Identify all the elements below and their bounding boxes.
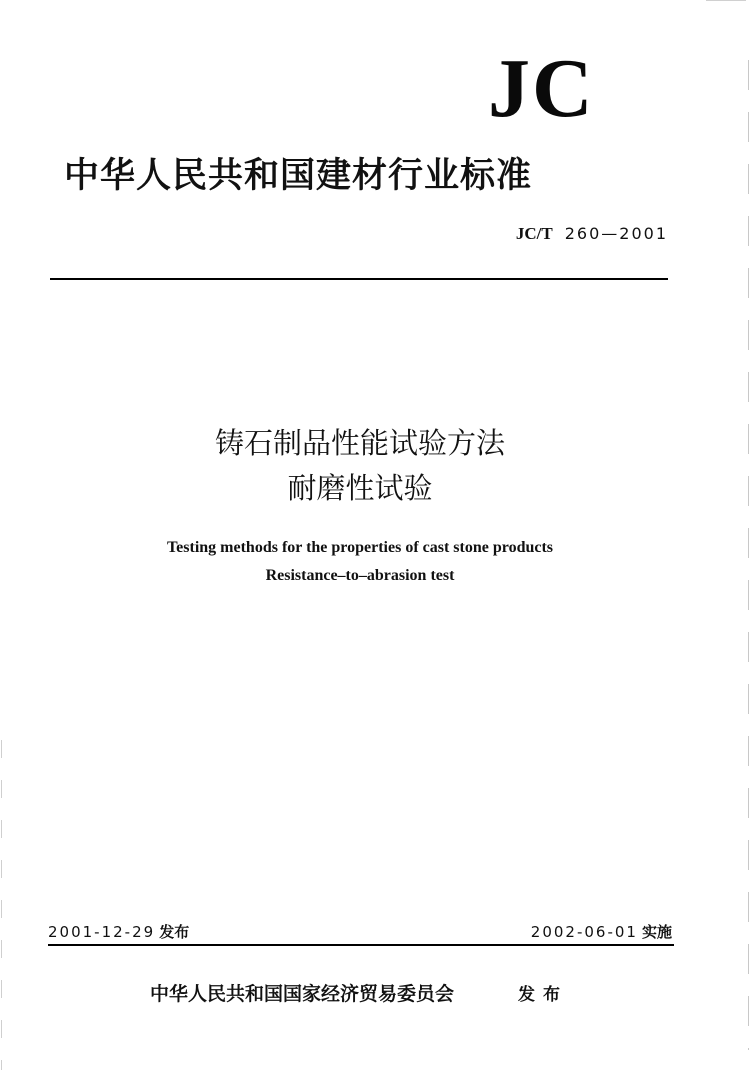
implement-date: 2002-06-01 [530,923,638,941]
scan-edge-right [748,60,749,1050]
scan-edge-left [1,740,2,1070]
standard-code-prefix: JC/T [515,224,553,243]
bottom-divider [48,944,674,946]
top-divider [50,278,668,280]
jc-logo: JC [488,42,595,135]
standard-organization: 中华人民共和国建材行业标准 [64,156,533,196]
standard-code [418,224,668,244]
release-label: 发布 [159,923,190,941]
implement-date-block [420,922,672,942]
title-en-line2: Resistance–to–abrasion test [265,567,455,584]
standard-code-number: 260—2001 [564,224,668,243]
scan-artifact-top [706,0,746,1]
title-cn-line1: 铸石制品性能试验方法 [214,426,505,460]
title-en-line1: Testing methods for the properties of cast stone products [166,539,554,556]
release-date-block [48,922,189,942]
release-date: 2001-12-29 [48,923,156,941]
title-cn-line2: 耐磨性试验 [287,471,433,505]
implement-label: 实施 [641,923,672,941]
issue-label: 发布 [518,985,568,1005]
issuing-authority: 中华人民共和国国家经济贸易委员会 [150,983,455,1005]
